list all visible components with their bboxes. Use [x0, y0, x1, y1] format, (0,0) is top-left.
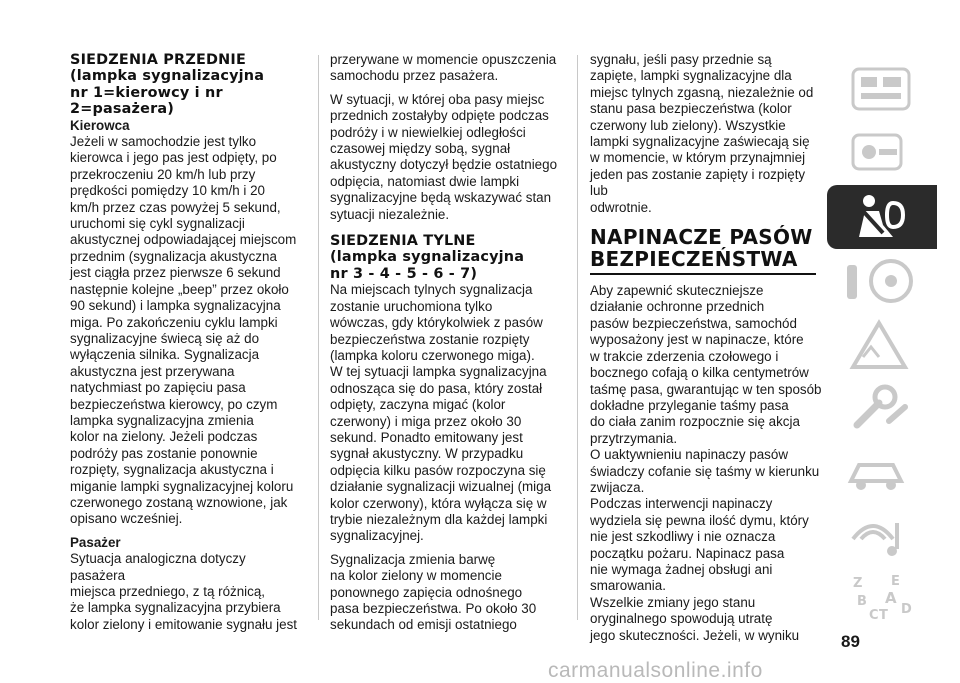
- tab-starting[interactable]: [827, 249, 937, 313]
- text-line: zostanie uruchomiona tylko: [330, 298, 493, 314]
- text-line: akustyczna jest przerywana: [70, 363, 235, 379]
- heading-pretensioners: [590, 226, 822, 270]
- text-line: przerywane w momencie opuszczenia: [330, 52, 557, 67]
- tab-dashboard[interactable]: [827, 57, 937, 121]
- svg-text:C: C: [869, 608, 879, 623]
- text-line: uruchomi się cykl sygnalizacji: [70, 216, 245, 232]
- text-line: wyposażony jest w napinacze, które: [590, 332, 804, 348]
- text-line: (lampka koloru czerwonego miga).: [330, 347, 535, 363]
- text-line: wówczas, gdy którykolwiek z pasów: [330, 315, 543, 331]
- car-dashboard-icon: [839, 61, 929, 117]
- svg-text:Z: Z: [853, 576, 863, 591]
- text-line: samochodu przez pasażera.: [330, 68, 499, 84]
- text-line: bezpieczeństwa kierowcy, po czym: [70, 396, 278, 412]
- text-line: W tej sytuacji lampka sygnalizacyjna: [330, 364, 547, 380]
- text-line: na kolor zielony w momencie: [330, 568, 502, 584]
- text-line: ponownego zapięcia odnośnego: [330, 584, 523, 600]
- text-line: sygnału, jeśli pasy przednie są: [590, 52, 772, 67]
- text-line: następnie kolejne „beep” przez około: [70, 281, 289, 297]
- text-line: miganie lampki sygnalizacyjnej koloru: [70, 478, 294, 494]
- heading-line: BEZPIECZEŃSTWA: [590, 247, 798, 272]
- tab-emergency[interactable]: [827, 313, 937, 377]
- text-line: taśmę pasa, gwarantując w ten sposób: [590, 381, 822, 397]
- text-line: sygnał akustyczny. W przypadku: [330, 446, 524, 462]
- paragraph: [70, 551, 300, 633]
- text-line: Sytuacja analogiczna dotyczy pasażera: [70, 551, 246, 583]
- text-line: smarowania.: [590, 578, 666, 594]
- heading-line: nr 3 - 4 - 5 - 6 - 7): [330, 265, 478, 282]
- text-line: czasowej między sobą, sygnał: [330, 141, 511, 157]
- heading-line: SIEDZENIA PRZEDNIE: [70, 52, 246, 68]
- text-line: przytrzymania.: [590, 430, 678, 446]
- text-line: miejsc tylnych zgasną, niezależnie od: [590, 84, 814, 100]
- paragraph: [590, 496, 822, 594]
- text-line: sygnalizacyjnej.: [330, 528, 424, 544]
- heading-line: 2=pasażera): [70, 101, 175, 118]
- multimedia-icon: [839, 509, 929, 565]
- tab-maintenance[interactable]: [827, 377, 937, 441]
- text-line: Wszelkie zmiany jego stanu: [590, 594, 756, 610]
- text-line: działanie ochronne przednich: [590, 299, 765, 315]
- svg-text:A: A: [885, 589, 897, 607]
- text-line: km/h przez czas powyżej 5 sekund,: [70, 199, 281, 215]
- text-line: bezpieczeństwa zostanie rozpięty: [330, 331, 530, 347]
- text-line: kolor zielony i emitowanie sygnału jest: [70, 616, 298, 632]
- paragraph: [330, 92, 560, 223]
- text-line: w momencie, w którym przynajmniej: [590, 150, 806, 166]
- text-line: trybie niezależnym dla każdej lampki: [330, 511, 548, 527]
- svg-text:E: E: [891, 574, 900, 589]
- text-line: działanie sygnalizacji wizualnej (miga: [330, 479, 552, 495]
- text-line: prędkości pomiędzy 10 km/h i 20: [70, 183, 266, 199]
- text-line: odpięcia kilku pasów rozpoczyna się: [330, 462, 546, 478]
- maintenance-icon: [839, 381, 929, 437]
- paragraph: [590, 52, 822, 216]
- heading-line: (lampka sygnalizacyjna: [330, 249, 525, 266]
- text-line: świadczy cofanie się taśmy w kierunku: [590, 463, 820, 479]
- text-line: miga. Po zakończeniu cyklu lampki: [70, 314, 278, 330]
- tab-safety[interactable]: [827, 185, 937, 249]
- text-line: sygnalizacyjne świecą się aż do: [70, 330, 260, 346]
- text-line: Sygnalizacja zmienia barwę: [330, 551, 496, 567]
- text-line: 90 sekund) i lampka sygnalizacyjna: [70, 298, 281, 314]
- text-line: nie wymaga żadnej obsługi ani: [590, 561, 773, 577]
- text-line: czerwony) i miga przez około 30: [330, 413, 522, 429]
- paragraph: [330, 552, 560, 634]
- text-line: sygnalizacyjne będą wskazywać stan: [330, 190, 552, 206]
- tab-specs[interactable]: [827, 441, 937, 505]
- subheading-driver: Kierowca: [70, 117, 130, 133]
- text-line: czerwonego zostaną wznowione, jak: [70, 494, 288, 510]
- text-line: W sytuacji, w której oba pasy miejsc: [330, 91, 545, 107]
- page-number: 89: [841, 632, 860, 651]
- column-1: [70, 52, 300, 633]
- heading-line: NAPINACZE PASÓW: [590, 225, 813, 250]
- text-line: opisano wcześniej.: [70, 511, 183, 527]
- text-line: rozpięty, sygnalizacja akustyczna i: [70, 462, 274, 478]
- text-line: jego skuteczności. Jeżeli, w wyniku: [590, 627, 800, 643]
- car-specs-icon: [839, 445, 929, 501]
- index-letters-icon: [839, 573, 929, 623]
- text-line: lampka sygnalizacyjna zmienia: [70, 412, 254, 428]
- warning-triangle-icon: [839, 317, 929, 373]
- text-line: natychmiast po zapięciu pasa: [70, 380, 246, 396]
- text-line: nie jest szkodliwy i nie oznacza: [590, 529, 776, 545]
- text-line: że lampka sygnalizacyjna przybiera: [70, 600, 281, 616]
- seatbelt-airbag-icon: [839, 189, 929, 245]
- text-line: Podczas interwencji napinaczy: [590, 496, 773, 512]
- text-line: sekund. Ponadto emitowany jest: [330, 429, 523, 445]
- text-line: pasów bezpieczeństwa, samochód: [590, 315, 797, 331]
- paragraph: [330, 282, 560, 545]
- text-line: kierowca i jego pas jest odpięty, po: [70, 150, 277, 166]
- text-line: podróży i w niewielkiej odległości: [330, 124, 526, 140]
- steering-wheel-icon: [839, 253, 929, 309]
- text-line: przednich zostałyby odpięte podczas: [330, 108, 549, 124]
- subheading-passenger: Pasażer: [70, 534, 121, 550]
- column-divider: [318, 55, 319, 620]
- heading-line: nr 1=kierowcy i nr: [70, 84, 223, 101]
- text-line: oryginalnego spowodują utratę: [590, 611, 773, 627]
- heading-rear-seats: [330, 233, 560, 282]
- text-line: przednim (sygnalizacja akustyczna: [70, 248, 277, 264]
- tab-multimedia[interactable]: [827, 505, 937, 569]
- text-line: wyłączenia silnika. Sygnalizacja: [70, 347, 260, 363]
- heading-line: (lampka sygnalizacyjna: [70, 68, 265, 85]
- paragraph: [330, 52, 560, 85]
- text-line: jeden pas zostanie zapięty i rozpięty lub: [590, 166, 806, 199]
- text-line: jest ciągła przez pierwsze 6 sekund: [70, 265, 281, 281]
- text-line: Jeżeli w samochodzie jest tylko: [70, 134, 257, 150]
- heading-underline: [590, 273, 816, 275]
- text-line: odwrotnie.: [590, 199, 652, 215]
- paragraph: [590, 595, 822, 644]
- text-line: początku pożaru. Napinacz pasa: [590, 545, 785, 561]
- text-line: w trakcie zderzenia czołowego i: [590, 348, 779, 364]
- text-line: akustycznej odpowiadającej miejscom: [70, 232, 297, 248]
- text-line: zwijacza.: [590, 479, 645, 495]
- column-3: [590, 52, 822, 644]
- column-2: [330, 52, 560, 634]
- text-line: kolor na zielony. Jeżeli podczas: [70, 429, 258, 445]
- text-line: akustyczny dotyczył będzie ostatniego: [330, 157, 558, 173]
- text-line: sekundach od emisji ostatniego: [330, 617, 517, 633]
- text-line: bocznego cofają o kilka centymetrów: [590, 365, 809, 381]
- text-line: odpięcia, natomiast dwie lampki: [330, 173, 520, 189]
- text-line: sytuacji niezależnie.: [330, 206, 450, 222]
- heading-front-seats: [70, 52, 300, 118]
- text-line: miejsca przedniego, z tą różnicą,: [70, 584, 266, 599]
- paragraph: [590, 447, 822, 496]
- chapter-tabs: [827, 57, 937, 623]
- paragraph: [70, 134, 300, 528]
- text-line: dokładne przyleganie taśmy pasa: [590, 397, 789, 413]
- tab-index[interactable]: [827, 569, 937, 633]
- paragraph: [590, 283, 822, 447]
- text-line: Aby zapewnić skuteczniejsze: [590, 283, 764, 299]
- column-divider: [577, 55, 578, 620]
- svg-text:D: D: [901, 602, 912, 617]
- text-line: stanu pasa bezpieczeństwa (kolor: [590, 101, 792, 117]
- svg-text:B: B: [857, 594, 867, 609]
- tab-keys[interactable]: [827, 121, 937, 185]
- text-line: przekroczeniu 20 km/h lub przy: [70, 166, 256, 182]
- text-line: odpięty, zaczyna migać (kolor: [330, 397, 506, 413]
- svg-text:T: T: [879, 608, 888, 623]
- text-line: lampki sygnalizacyjne zaświecają się: [590, 134, 810, 150]
- text-line: do ciała zanim rozpocznie się akcja: [590, 414, 800, 430]
- text-line: O uaktywnieniu napinaczy pasów: [590, 447, 788, 463]
- text-line: wydziela się pewna ilość dymu, który: [590, 512, 809, 528]
- watermark: carmanualsonline.info: [548, 659, 763, 682]
- text-line: odnosząca się do pasa, który został: [330, 380, 543, 396]
- text-line: kolor czerwony), która wyłącza się w: [330, 495, 547, 511]
- car-key-icon: [839, 125, 929, 181]
- text-line: podróży pas zostanie ponownie: [70, 445, 258, 461]
- text-line: zapięte, lampki sygnalizacyjne dla: [590, 68, 792, 84]
- heading-line: SIEDZENIA TYLNE: [330, 233, 476, 250]
- text-line: pasa bezpieczeństwa. Po około 30: [330, 601, 537, 616]
- text-line: Na miejscach tylnych sygnalizacja: [330, 282, 533, 298]
- text-line: czerwony lub zielony). Wszystkie: [590, 117, 786, 133]
